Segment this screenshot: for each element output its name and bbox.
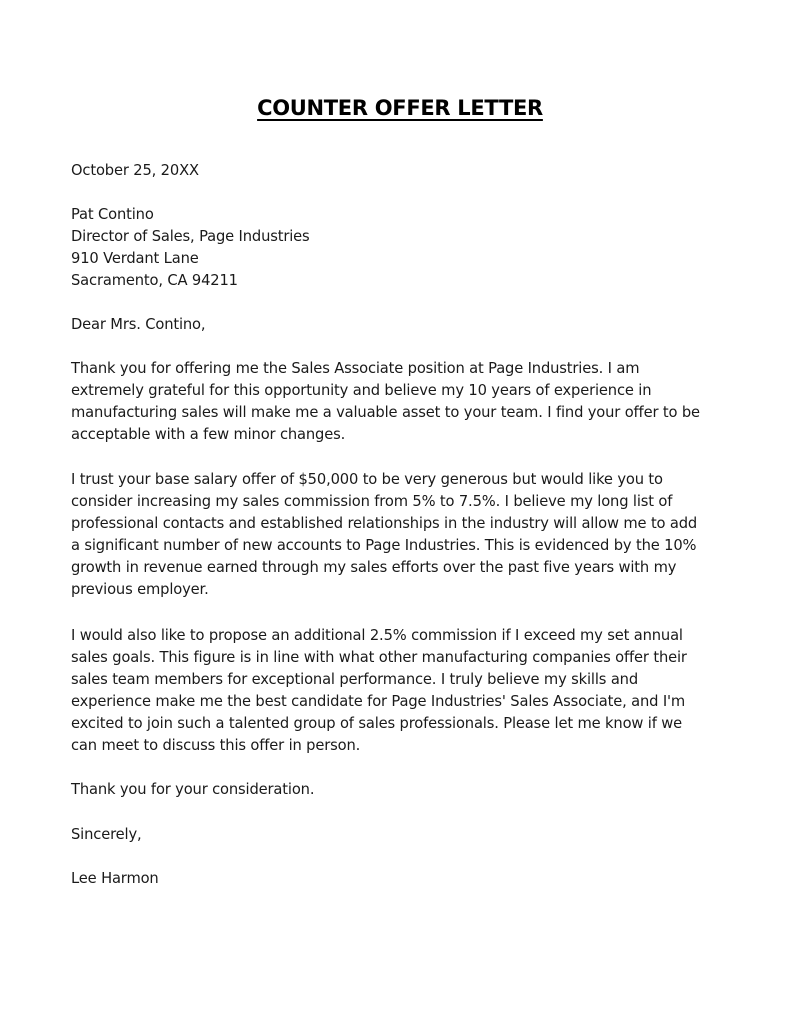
letter-date: October 25, 20XX bbox=[71, 162, 199, 179]
signature-name: Lee Harmon bbox=[71, 870, 159, 887]
document-title bbox=[0, 96, 800, 120]
recipient-city-state-zip: Sacramento, CA 94211 bbox=[71, 272, 238, 289]
paragraph-line: extremely grateful for this opportunity and believe my 10 years of experience in bbox=[71, 382, 652, 399]
paragraph-line: sales goals. This figure is in line with what other manufacturing companies offer their bbox=[71, 649, 687, 666]
paragraph-line: a significant number of new accounts to Page Industries. This is evidenced by the 10% bbox=[71, 537, 697, 554]
salutation: Dear Mrs. Contino, bbox=[71, 316, 206, 333]
paragraph-line: manufacturing sales will make me a valuable asset to your team. I find your offer to be bbox=[71, 404, 700, 421]
paragraph-line: I trust your base salary offer of $50,000 to be very generous but would like you to bbox=[71, 471, 663, 488]
paragraph-line: experience make me the best candidate for Page Industries' Sales Associate, and I'm bbox=[71, 693, 686, 710]
paragraph-line: I would also like to propose an additional 2.5% commission if I exceed my set annual bbox=[71, 627, 683, 644]
recipient-street: 910 Verdant Lane bbox=[71, 250, 199, 267]
paragraph-line: can meet to discuss this offer in person. bbox=[71, 737, 361, 754]
paragraph-1 bbox=[71, 358, 736, 446]
paragraph-line: excited to join such a talented group of sales professionals. Please let me know if we bbox=[71, 715, 683, 732]
sign-off: Sincerely, bbox=[71, 826, 142, 843]
paragraph-line: consider increasing my sales commission from 5% to 7.5%. I believe my long list of bbox=[71, 493, 673, 510]
recipient-title-company: Director of Sales, Page Industries bbox=[71, 228, 310, 245]
paragraph-line: Thank you for offering me the Sales Associate position at Page Industries. I am bbox=[71, 360, 640, 377]
paragraph-3 bbox=[71, 625, 736, 757]
paragraph-line: professional contacts and established relationships in the industry will allow me to add bbox=[71, 515, 698, 532]
document-title-text: COUNTER OFFER LETTER bbox=[257, 96, 543, 120]
paragraph-line: previous employer. bbox=[71, 581, 209, 598]
paragraph-2 bbox=[71, 469, 736, 601]
closing-line: Thank you for your consideration. bbox=[71, 781, 315, 798]
recipient-address-block bbox=[71, 204, 736, 292]
recipient-name: Pat Contino bbox=[71, 206, 154, 223]
paragraph-line: growth in revenue earned through my sales efforts over the past five years with my bbox=[71, 559, 677, 576]
paragraph-line: acceptable with a few minor changes. bbox=[71, 426, 346, 443]
paragraph-line: sales team members for exceptional performance. I truly believe my skills and bbox=[71, 671, 638, 688]
